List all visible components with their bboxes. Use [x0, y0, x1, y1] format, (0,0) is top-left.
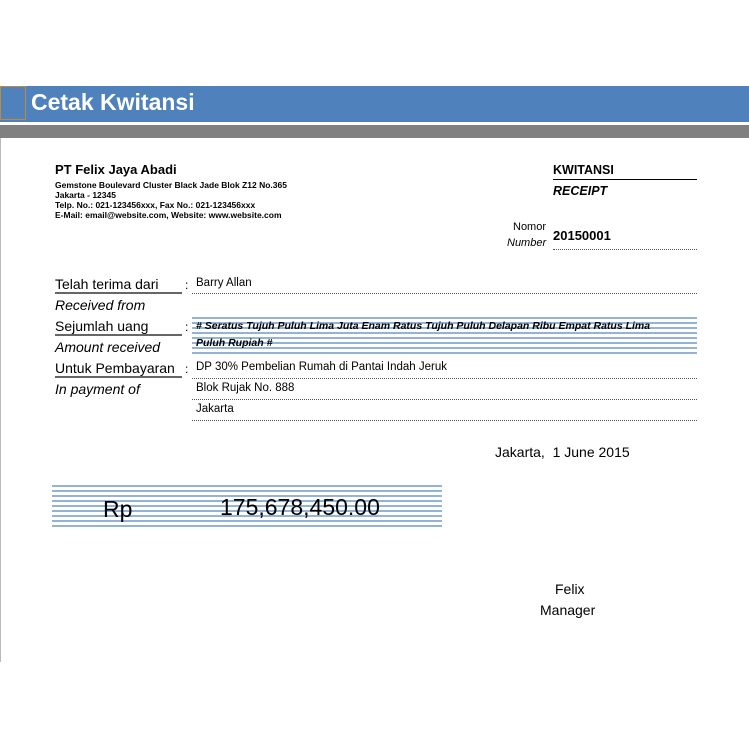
dotted-line — [192, 293, 697, 294]
dotted-line — [192, 378, 697, 379]
amount-label: Sejumlah uang — [55, 318, 182, 336]
amount-label-en: Amount received — [55, 339, 161, 355]
payment-line1[interactable]: DP 30% Pembelian Rumah di Pantai Indah Jeruk — [196, 361, 448, 373]
received-from-label: Telah terima dari — [55, 276, 182, 294]
company-phone: Telp. No.: 021-123456xxx, Fax No.: 021-123456xxx — [55, 200, 256, 210]
dotted-line — [192, 399, 697, 400]
received-from-label-en: Received from — [55, 297, 146, 313]
payment-line3[interactable]: Jakarta — [196, 403, 234, 415]
amount-words-line1: # Seratus Tujuh Puluh Lima Juta Enam Ratus Tujuh Puluh Delapan Ribu Empat Ratus Lima — [196, 320, 651, 332]
nomor-label: Nomor — [513, 221, 547, 233]
selected-cell[interactable] — [0, 86, 26, 120]
company-email: E-Mail: email@website.com, Website: www.website.com — [55, 210, 282, 220]
page-border — [0, 138, 1, 662]
number-label: Number — [507, 237, 547, 249]
receipt-date: Jakarta, 1 June 2015 — [495, 444, 630, 460]
currency-label: Rp — [103, 496, 133, 522]
payment-line2[interactable]: Blok Rujak No. 888 — [196, 382, 295, 394]
company-city: Jakarta - 12345 — [55, 190, 116, 200]
dotted-line — [192, 420, 697, 421]
amount-words-line2: Puluh Rupiah # — [196, 337, 273, 349]
payment-label: Untuk Pembayaran — [55, 360, 182, 378]
receipt-number: 20150001 — [553, 228, 697, 250]
payment-label-en: In payment of — [55, 381, 140, 397]
signature-name: Felix — [555, 581, 585, 597]
total-amount: 175,678,450.00 — [220, 494, 380, 520]
signature-role: Manager — [540, 602, 596, 618]
receipt-title-en: RECEIPT — [553, 184, 608, 198]
separator-bar — [0, 125, 749, 138]
received-from-value[interactable]: Barry Allan — [196, 277, 252, 289]
colon: : — [185, 278, 189, 292]
company-address: Gemstone Boulevard Cluster Black Jade Blok Z12 No.365 — [55, 180, 287, 190]
colon: : — [185, 320, 189, 334]
colon: : — [185, 362, 189, 376]
receipt-title: KWITANSI — [553, 163, 697, 180]
company-name: PT Felix Jaya Abadi — [55, 162, 177, 177]
page-title: Cetak Kwitansi — [31, 89, 195, 115]
